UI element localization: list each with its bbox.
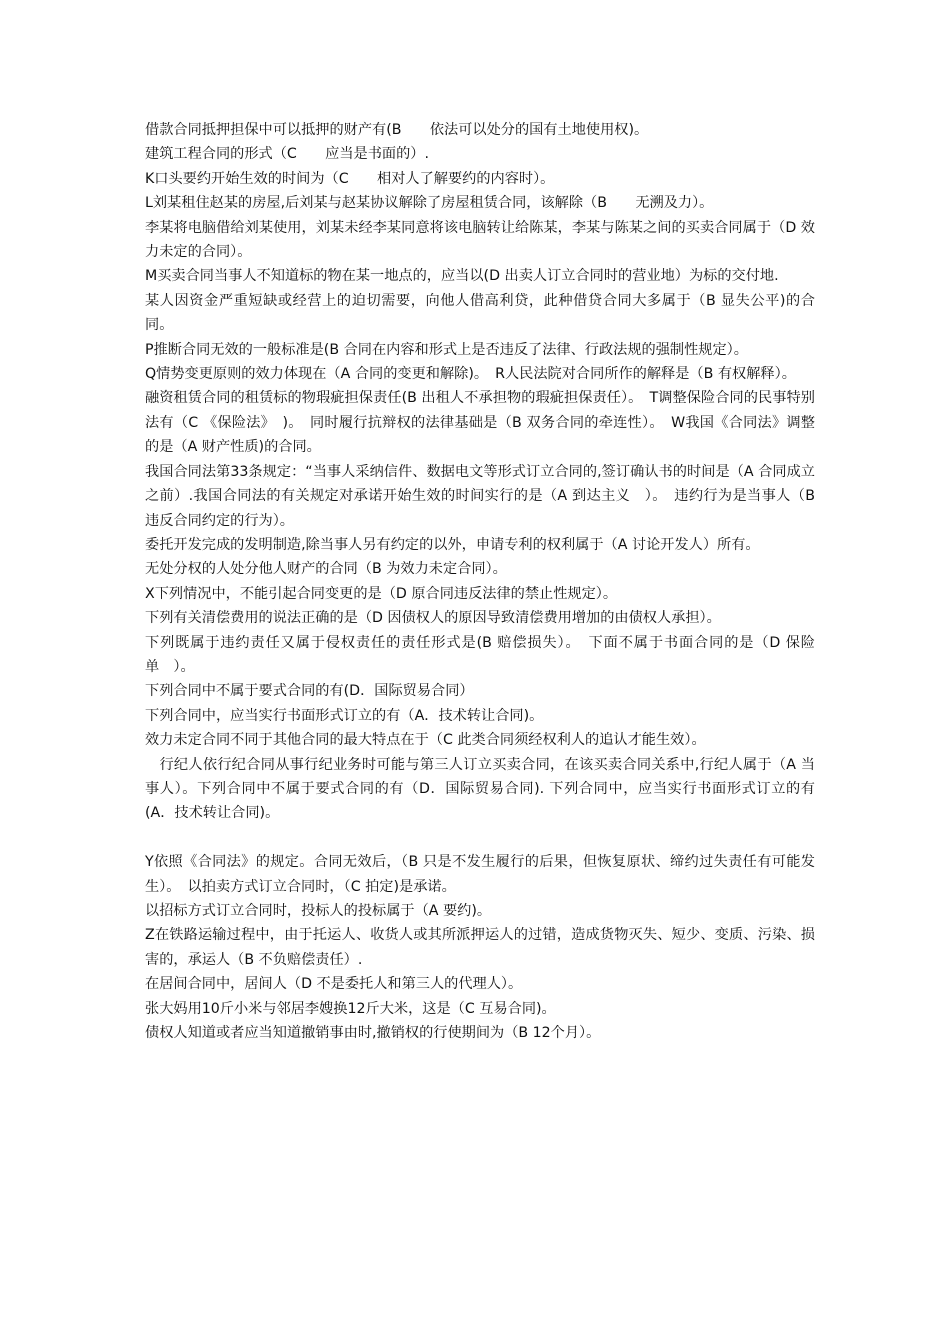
paragraph-10: 融资租赁合同的租赁标的物瑕疵担保责任(B 出租人不承担物的瑕疵担保责任）。 T调整保险合同的民事特别法有（C 《保险法》 )。 同时履行抗辩权的法律基础是（B 双务合同的牵连性）。 W我国《合同法》调整的是（A 财产性质)的合同。 <box>145 390 815 456</box>
paragraph-23: Z在铁路运输过程中，由于托运人、收货人或其所派押运人的过错，造成货物灭失、短少、变质、污染、损害的，承运人（B 不负赔偿责任）. <box>145 927 815 968</box>
paragraph-7: 某人因资金严重短缺或经营上的迫切需要，向他人借高利贷，此种借贷合同大多属于（B 显失公平)的合同。 <box>145 292 815 334</box>
paragraph-2: 建筑工程合同的形式（C 应当是书面的）. <box>145 146 429 163</box>
paragraph-18: 下列合同中，应当实行书面形式订立的有（A．技术转让合同)。 <box>145 707 544 724</box>
paragraph-11: 我国合同法第33条规定：“当事人采纳信件、数据电文等形式订立合同的,签订确认书的时间是（A 合同成立之前）.我国合同法的有关规定对承诺开始生效的时间实行的是（A 到达主义 ）。 违约行为是当事人（B 违反合同约定的行为）。 <box>145 463 820 529</box>
paragraph-12: 委托开发完成的发明制造,除当事人另有约定的以外，申请专利的权利属于（A 讨论开发人）所有。 <box>145 536 760 553</box>
paragraph-9: Q情势变更原则的效力体现在（A 合同的变更和解除)。 R人民法院对合同所作的解释是（B 有权解释）。 <box>145 366 796 383</box>
paragraph-25: 张大妈用10斤小米与邻居李嫂换12斤大米，这是（C 互易合同)。 <box>145 1000 556 1017</box>
blank-line <box>145 826 815 850</box>
paragraph-24: 在居间合同中，居间人（D 不是委托人和第三人的代理人）。 <box>145 976 523 993</box>
paragraph-22: 以招标方式订立合同时，投标人的投标属于（A 要约)。 <box>145 902 492 919</box>
paragraph-6: M买卖合同当事人不知道标的物在某一地点的，应当以(D 出卖人订立合同时的营业地）为标的交付地. <box>145 268 779 285</box>
paragraph-14: X下列情况中，不能引起合同变更的是（D 原合同违反法律的禁止性规定）。 <box>145 585 618 602</box>
paragraph-5: 李某将电脑借给刘某使用，刘某未经李某同意将该电脑转让给陈某，李某与陈某之间的买卖合同属于（D 效力未定的合同）。 <box>145 219 815 261</box>
paragraph-1: 借款合同抵押担保中可以抵押的财产有(B 依法可以处分的国有土地使用权)。 <box>145 122 649 138</box>
paragraph-3: K口头要约开始生效的时间为（C 相对人了解要约的内容时）。 <box>145 170 555 187</box>
document-body <box>145 118 820 1045</box>
paragraph-17: 下列合同中不属于要式合同的有(D．国际贸易合同） <box>145 683 474 700</box>
paragraph-26: 债权人知道或者应当知道撤销事由时,撤销权的行使期间为（B 12个月）。 <box>145 1025 601 1042</box>
paragraph-8: P推断合同无效的一般标准是(B 合同在内容和形式上是否违反了法律、行政法规的强制性规定）。 <box>145 341 748 358</box>
paragraph-13: 无处分权的人处分他人财产的合同（B 为效力未定合同）。 <box>145 561 507 578</box>
paragraph-15: 下列有关清偿费用的说法正确的是（D 因债权人的原因导致清偿费用增加的由债权人承担）。 <box>145 610 721 627</box>
paragraph-4: L刘某租住赵某的房屋,后刘某与赵某协议解除了房屋租赁合同，该解除（B 无溯及力）。 <box>145 195 714 212</box>
paragraph-21: Y依照《合同法》的规定。合同无效后，（B 只是不发生履行的后果，但恢复原状、缔约过失责任有可能发生）。 以拍卖方式订立合同时，（C 拍定)是承诺。 <box>145 854 815 895</box>
paragraph-16: 下列既属于违约责任又属于侵权责任的责任形式是(B 赔偿损失）。 下面不属于书面合同的是（D 保险单 ）。 <box>145 634 815 675</box>
paragraph-20: 行纪人依行纪合同从事行纪业务时可能与第三人订立买卖合同，在该买卖合同关系中,行纪人属于（A 当事人）。下列合同中不属于要式合同的有（D．国际贸易合同). 下列合同中，应当实行书面形式订立的有(A．技术转让合同)。 <box>145 756 815 822</box>
paragraph-19: 效力未定合同不同于其他合同的最大特点在于（C 此类合同须经权利人的追认才能生效）。 <box>145 732 706 749</box>
